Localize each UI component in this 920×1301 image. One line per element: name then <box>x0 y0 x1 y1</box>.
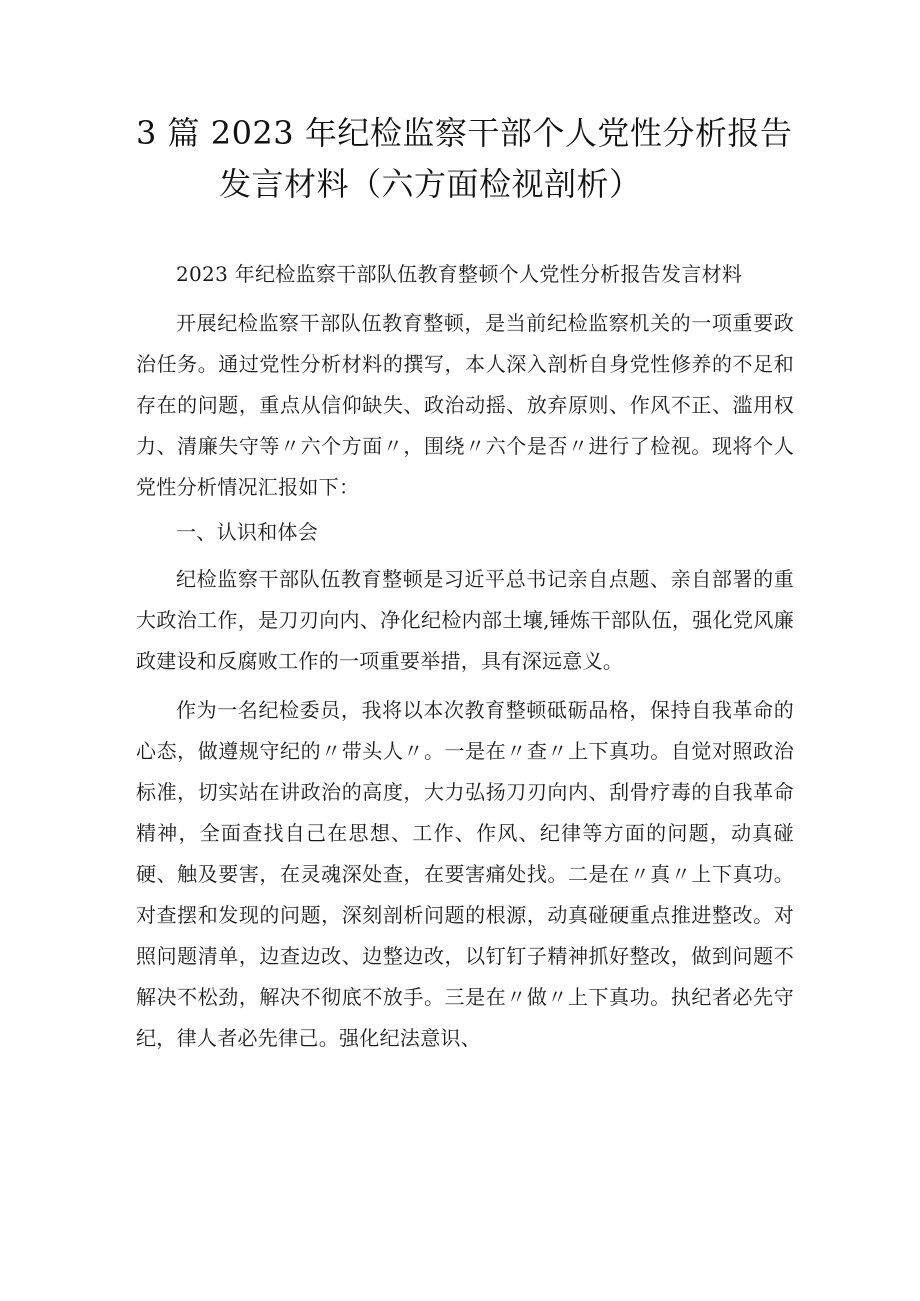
subtitle-paragraph: 2023 年纪检监察干部队伍教育整顿个人党性分析报告发言材料 <box>176 262 743 286</box>
intro-paragraph: 开展纪检监察干部队伍教育整顿，是当前纪检监察机关的一项重要政治任务。通过党性分析材料的撰写，本人深入剖析自身党性修养的不足和存在的问题，重点从信仰缺失、政治动摇、放弃原则、作风不正、滥用权力、清廉失守等〃六个方面〃，围绕〃六个是否〃进行了检视。现将个人党性分析情况汇报如下： <box>136 311 794 499</box>
section-heading: 一、认识和体会 <box>176 520 319 544</box>
document-title <box>110 108 810 210</box>
commitment-paragraph: 作为一名纪检委员，我将以本次教育整顿砥砺品格，保持自我革命的心态，做遵规守纪的〃带头人〃。一是在〃查〃上下真功。自觉对照政治标准，切实站在讲政治的高度，大力弘扬刀刃向内、刮骨疗毒的自我革命精神，全面查找自己在思想、工作、作风、纪律等方面的问题，动真碰硬、触及要害，在灵魂深处查，在要害痛处找。二是在〃真〃上下真功。对查摆和发现的问题，深刻剖析问题的根源，动真碰硬重点推进整改。对照问题清单，边查边改、边整边改，以钉钉子精神抓好整改，做到问题不解决不松劲，解决不彻底不放手。三是在〃做〃上下真功。执纪者必先守纪，律人者必先律己。强化纪法意识、 <box>136 698 794 1050</box>
title-line-2: 发言材料（六方面检视剖析） <box>219 165 642 203</box>
title-line-1: 3 篇 2023 年纪检监察干部个人党性分析报告 <box>136 114 793 152</box>
significance-paragraph: 纪检监察干部队伍教育整顿是习近平总书记亲自点题、亲自部署的重大政治工作，是刀刃向内、净化纪检内部土壤,锤炼干部队伍，强化党风廉政建设和反腐败工作的一项重要举措，具有深远意义。 <box>136 567 794 673</box>
document-body <box>136 254 794 1059</box>
